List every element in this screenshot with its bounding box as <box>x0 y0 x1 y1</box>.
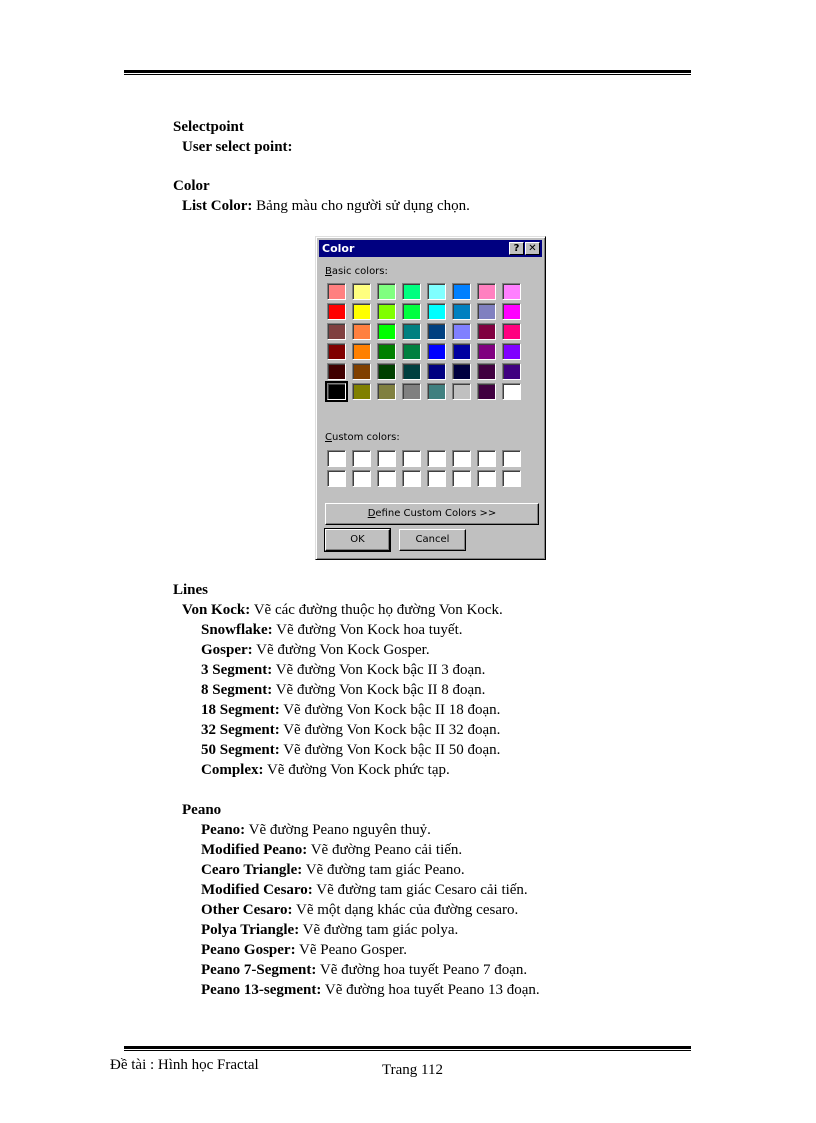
basic-color-swatch[interactable] <box>477 283 496 300</box>
custom-color-swatch[interactable] <box>377 450 396 467</box>
basic-colors-grid <box>327 283 521 400</box>
basic-color-swatch[interactable] <box>427 303 446 320</box>
basic-color-swatch[interactable] <box>377 283 396 300</box>
basic-color-swatch[interactable] <box>502 343 521 360</box>
custom-color-swatch[interactable] <box>352 450 371 467</box>
custom-colors-label: Custom colors: <box>325 432 400 443</box>
list-color-text: Bảng màu cho người sử dụng chọn. <box>252 198 470 214</box>
item-text: Vẽ đường hoa tuyết Peano 7 đoạn. <box>316 962 528 978</box>
basic-color-swatch[interactable] <box>327 383 346 400</box>
dialog-title: Color <box>322 242 355 255</box>
item-label: Peano: <box>201 822 246 838</box>
list-item <box>201 860 465 880</box>
item-text: Vẽ đường tam giác Peano. <box>302 862 465 878</box>
basic-color-swatch[interactable] <box>402 363 421 380</box>
list-item <box>201 820 431 840</box>
basic-color-swatch[interactable] <box>327 343 346 360</box>
custom-color-swatch[interactable] <box>452 470 471 487</box>
item-text: Vẽ đường Von Kock bậc II 32 đoạn. <box>279 722 501 738</box>
basic-color-swatch[interactable] <box>452 363 471 380</box>
item-label: Gosper: <box>201 642 253 658</box>
basic-color-swatch[interactable] <box>402 283 421 300</box>
item-text: Vẽ một dạng khác của đường cesaro. <box>292 902 519 918</box>
item-text: Vẽ đường tam giác Cesaro cải tiến. <box>312 882 528 898</box>
basic-color-swatch[interactable] <box>502 283 521 300</box>
custom-color-swatch[interactable] <box>477 450 496 467</box>
basic-color-swatch[interactable] <box>427 283 446 300</box>
basic-color-swatch[interactable] <box>477 343 496 360</box>
help-button[interactable]: ? <box>509 242 524 255</box>
item-label: Modified Peano: <box>201 842 308 858</box>
list-item <box>201 760 450 780</box>
basic-color-swatch[interactable] <box>502 383 521 400</box>
item-text: Vẽ đường hoa tuyết Peano 13 đoạn. <box>321 982 540 998</box>
basic-color-swatch[interactable] <box>452 383 471 400</box>
von-kock-line <box>182 600 503 620</box>
basic-color-swatch[interactable] <box>352 343 371 360</box>
custom-color-swatch[interactable] <box>402 470 421 487</box>
basic-color-swatch[interactable] <box>477 363 496 380</box>
basic-color-swatch[interactable] <box>352 383 371 400</box>
close-button[interactable]: ✕ <box>525 242 540 255</box>
list-item <box>201 700 500 720</box>
basic-color-swatch[interactable] <box>427 323 446 340</box>
ok-button[interactable]: OK <box>325 529 390 551</box>
custom-color-swatch[interactable] <box>377 470 396 487</box>
list-item <box>201 980 540 1000</box>
color-heading: Color <box>173 178 210 194</box>
item-label: Snowflake: <box>201 622 273 638</box>
list-item <box>201 720 500 740</box>
basic-color-swatch[interactable] <box>352 323 371 340</box>
custom-color-swatch[interactable] <box>352 470 371 487</box>
basic-color-swatch[interactable] <box>502 363 521 380</box>
basic-color-swatch[interactable] <box>452 343 471 360</box>
basic-color-swatch[interactable] <box>452 283 471 300</box>
basic-color-swatch[interactable] <box>377 323 396 340</box>
selectpoint-heading: Selectpoint <box>173 119 244 135</box>
list-item <box>201 640 430 660</box>
peano-heading: Peano <box>182 802 222 818</box>
list-item <box>201 960 527 980</box>
custom-colors-grid <box>327 450 521 487</box>
basic-color-swatch[interactable] <box>327 363 346 380</box>
basic-color-swatch[interactable] <box>377 343 396 360</box>
list-item <box>201 660 485 680</box>
item-label: 18 Segment: <box>201 702 280 718</box>
item-text: Vẽ đường Peano nguyên thuỷ. <box>245 822 431 838</box>
list-item <box>201 940 407 960</box>
basic-color-swatch[interactable] <box>402 343 421 360</box>
von-kock-label: Von Kock: <box>182 602 251 618</box>
list-item <box>201 900 518 920</box>
custom-color-swatch[interactable] <box>327 450 346 467</box>
basic-color-swatch[interactable] <box>427 383 446 400</box>
item-text: Vẽ đường Von Kock bậc II 50 đoạn. <box>279 742 501 758</box>
basic-color-swatch[interactable] <box>352 283 371 300</box>
basic-color-swatch[interactable] <box>377 383 396 400</box>
list-item <box>201 680 485 700</box>
basic-color-swatch[interactable] <box>327 303 346 320</box>
basic-color-swatch[interactable] <box>502 303 521 320</box>
basic-color-swatch[interactable] <box>477 383 496 400</box>
list-item <box>201 620 463 640</box>
von-kock-text: Vẽ các đường thuộc họ đường Von Kock. <box>250 602 503 618</box>
basic-color-swatch[interactable] <box>352 303 371 320</box>
custom-color-swatch[interactable] <box>477 470 496 487</box>
footer-rule <box>124 1046 691 1051</box>
item-text: Vẽ đường Von Kock hoa tuyết. <box>272 622 463 638</box>
item-text: Vẽ đường Von Kock bậc II 3 đoạn. <box>272 662 486 678</box>
item-label: Peano 7-Segment: <box>201 962 317 978</box>
item-text: Vẽ đường Von Kock bậc II 8 đoạn. <box>272 682 486 698</box>
item-text: Vẽ đường Von Kock Gosper. <box>252 642 430 658</box>
list-item <box>201 920 458 940</box>
item-label: Polya Triangle: <box>201 922 300 938</box>
footer-page-number: Trang 112 <box>382 1062 443 1078</box>
item-label: Peano Gosper: <box>201 942 296 958</box>
custom-color-swatch[interactable] <box>452 450 471 467</box>
item-label: Peano 13-segment: <box>201 982 322 998</box>
custom-color-swatch[interactable] <box>502 450 521 467</box>
list-color-line <box>182 196 470 216</box>
color-dialog <box>315 236 546 560</box>
item-text: Vẽ đường tam giác polya. <box>299 922 459 938</box>
basic-color-swatch[interactable] <box>502 323 521 340</box>
list-item <box>201 840 462 860</box>
basic-color-swatch[interactable] <box>477 303 496 320</box>
item-text: Vẽ đường Von Kock bậc II 18 đoạn. <box>279 702 501 718</box>
list-color-label: List Color: <box>182 198 253 214</box>
basic-color-swatch[interactable] <box>327 283 346 300</box>
basic-color-swatch[interactable] <box>452 303 471 320</box>
define-custom-colors-button[interactable]: Define Custom Colors >> <box>325 503 539 525</box>
basic-color-swatch[interactable] <box>377 363 396 380</box>
basic-color-swatch[interactable] <box>402 323 421 340</box>
basic-color-swatch[interactable] <box>402 383 421 400</box>
item-label: Cearo Triangle: <box>201 862 303 878</box>
item-label: 32 Segment: <box>201 722 280 738</box>
item-label: 50 Segment: <box>201 742 280 758</box>
basic-colors-label: Basic colors: <box>325 266 388 277</box>
basic-color-swatch[interactable] <box>327 323 346 340</box>
custom-color-swatch[interactable] <box>427 470 446 487</box>
item-label: Complex: <box>201 762 264 778</box>
item-label: 3 Segment: <box>201 662 273 678</box>
list-item <box>201 740 500 760</box>
basic-color-swatch[interactable] <box>427 343 446 360</box>
cancel-button[interactable]: Cancel <box>399 529 466 551</box>
item-text: Vẽ đường Von Kock phức tạp. <box>263 762 450 778</box>
footer-topic: Đề tài : Hình học Fractal <box>110 1057 259 1073</box>
item-text: Vẽ Peano Gosper. <box>295 942 407 958</box>
basic-color-swatch[interactable] <box>352 363 371 380</box>
header-rule <box>124 70 691 75</box>
basic-color-swatch[interactable] <box>427 363 446 380</box>
item-text: Vẽ đường Peano cải tiến. <box>307 842 463 858</box>
custom-color-swatch[interactable] <box>502 470 521 487</box>
basic-color-swatch[interactable] <box>452 323 471 340</box>
custom-color-swatch[interactable] <box>427 450 446 467</box>
custom-color-swatch[interactable] <box>327 470 346 487</box>
basic-color-swatch[interactable] <box>477 323 496 340</box>
item-label: Other Cesaro: <box>201 902 293 918</box>
basic-color-swatch[interactable] <box>402 303 421 320</box>
basic-color-swatch[interactable] <box>377 303 396 320</box>
dialog-titlebar <box>319 240 542 257</box>
item-label: 8 Segment: <box>201 682 273 698</box>
list-item <box>201 880 528 900</box>
user-select-point-label: User select point: <box>182 139 293 155</box>
custom-color-swatch[interactable] <box>402 450 421 467</box>
item-label: Modified Cesaro: <box>201 882 313 898</box>
lines-heading: Lines <box>173 582 209 598</box>
